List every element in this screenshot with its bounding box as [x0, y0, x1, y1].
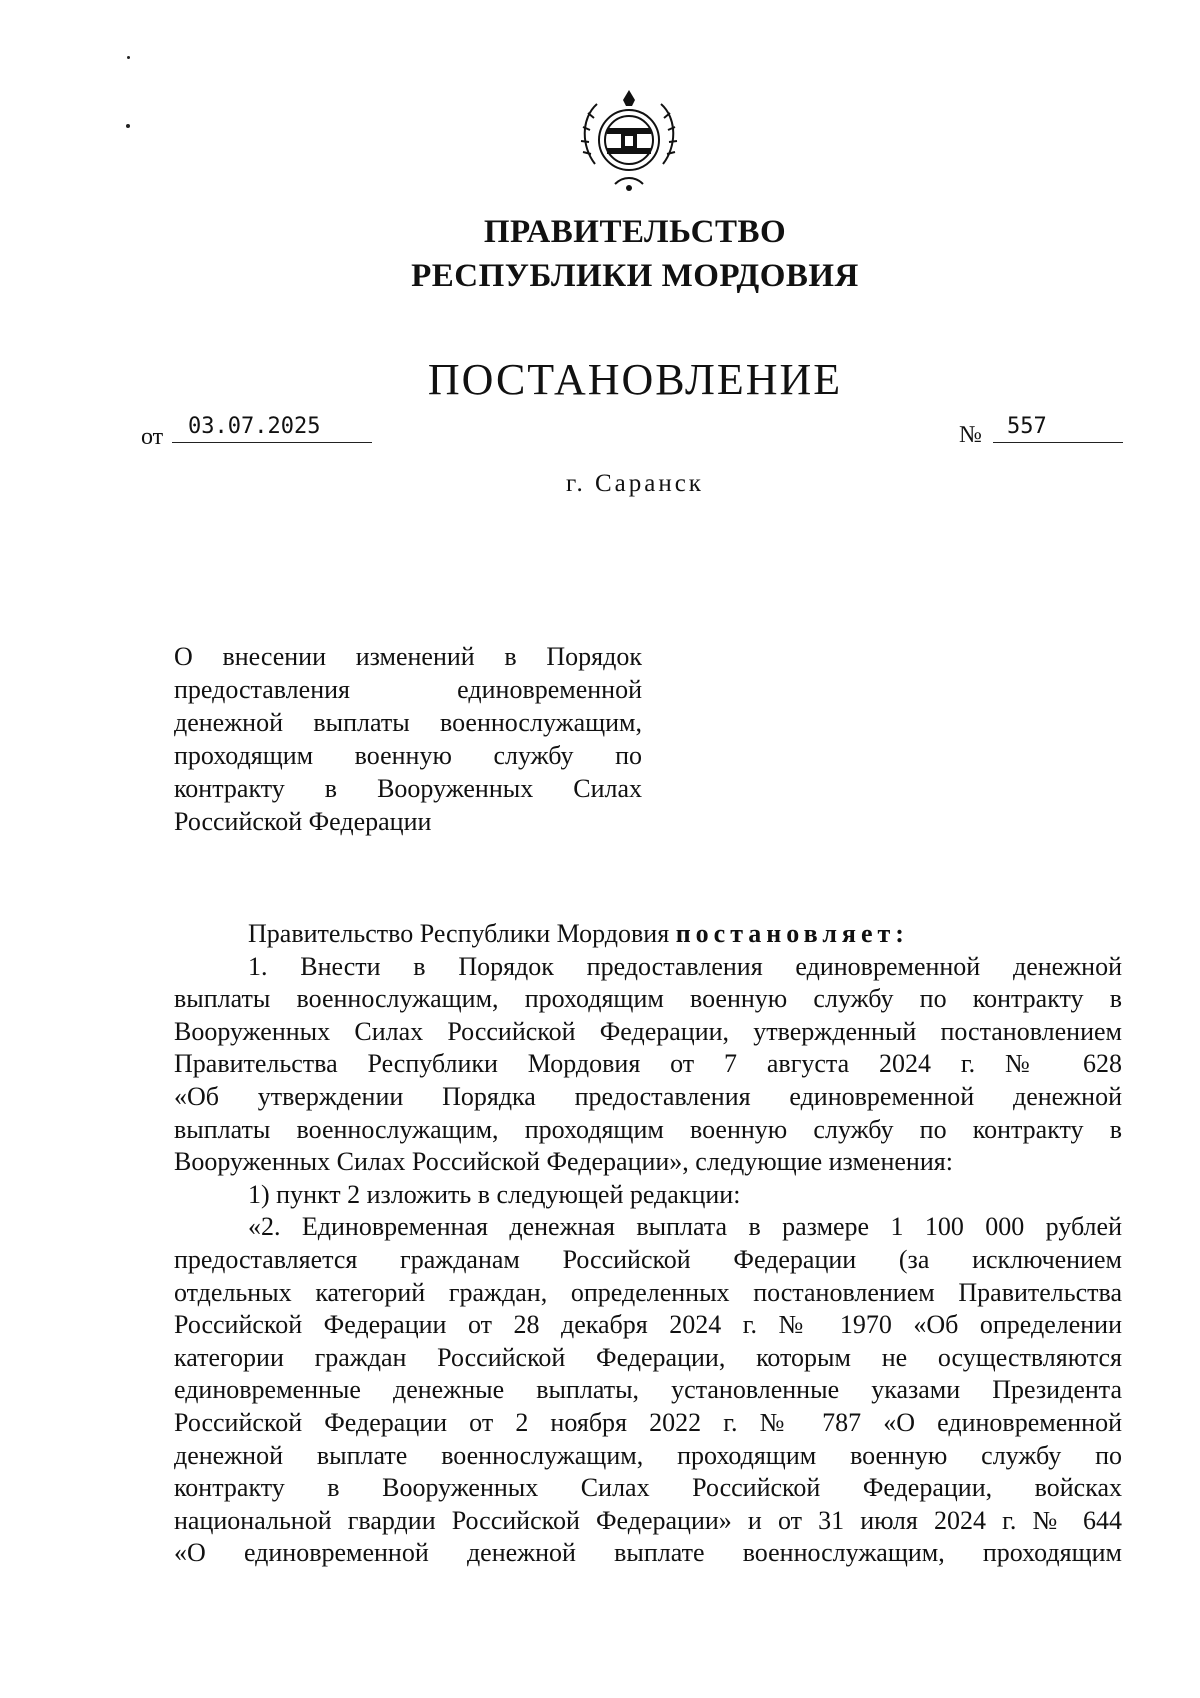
body-line: «О единовременной денежной выплате военнослужащим, проходящим — [174, 1538, 1122, 1568]
title-line: О внесении изменений в Порядок — [174, 642, 642, 671]
document-body — [174, 918, 1122, 1570]
body-line: Правительства Республики Мордовия от 7 августа 2024 г. № 628 — [174, 1049, 1122, 1079]
number-underline — [993, 442, 1123, 443]
body-line: предоставляется гражданам Российской Федерации (за исключением — [174, 1244, 1122, 1274]
body-line: выплаты военнослужащим, проходящим военную службу по контракту в — [174, 984, 1122, 1014]
title-line: контракту в Вооруженных Силах — [174, 774, 642, 803]
body-line: отдельных категорий граждан, определенных постановлением Правительства — [174, 1277, 1122, 1307]
scan-speck — [127, 56, 130, 59]
document-title — [174, 640, 642, 838]
title-line: предоставления единовременной — [174, 675, 642, 704]
coat-of-arms-icon — [577, 84, 681, 192]
date-label: от — [141, 424, 164, 450]
preamble — [174, 918, 1122, 951]
number-label: № — [959, 422, 982, 448]
scan-speck — [126, 124, 130, 128]
body-line: Российской Федерации от 28 декабря 2024 г. № 1970 «Об определении — [174, 1310, 1122, 1340]
body-line: «2. Единовременная денежная выплата в размере 1 100 000 рублей — [248, 1212, 1122, 1242]
body-line: Вооруженных Силах Российской Федерации», следующие изменения: — [174, 1147, 953, 1177]
date-underline — [172, 442, 372, 443]
body-line: 1) пункт 2 изложить в следующей редакции: — [248, 1179, 741, 1209]
preamble-action: постановляет: — [675, 919, 909, 948]
preamble-text: Правительство Республики Мордовия — [248, 919, 670, 948]
org-name-line2: РЕСПУБЛИКИ МОРДОВИЯ — [411, 258, 859, 294]
title-line: Российской Федерации — [174, 807, 432, 836]
body-line: денежной выплате военнослужащим, проходящим военную службу по — [174, 1440, 1122, 1470]
body-line: «Об утверждении Порядка предоставления единовременной денежной — [174, 1081, 1122, 1111]
title-line: проходящим военную службу по — [174, 741, 642, 770]
body-line: выплаты военнослужащим, проходящим военную службу по контракту в — [174, 1114, 1122, 1144]
city: г. Саранск — [566, 470, 704, 497]
document-type: ПОСТАНОВЛЕНИЕ — [427, 355, 843, 404]
body-line: 1. Внести в Порядок предоставления единовременной денежной — [248, 951, 1122, 981]
body-line: категории граждан Российской Федерации, которым не осуществляются — [174, 1342, 1122, 1372]
title-line: денежной выплаты военнослужащим, — [174, 708, 642, 737]
body-line: национальной гвардии Российской Федерации» и от 31 июля 2024 г. № 644 — [174, 1505, 1122, 1535]
org-name-line1: ПРАВИТЕЛЬСТВО — [483, 214, 787, 250]
date-value: 03.07.2025 — [188, 414, 321, 439]
body-line: контракту в Вооруженных Силах Российской Федерации, войсках — [174, 1473, 1122, 1503]
body-line: Российской Федерации от 2 ноября 2022 г. № 787 «О единовременной — [174, 1407, 1122, 1437]
body-line: Вооруженных Силах Российской Федерации, утвержденный постановлением — [174, 1016, 1122, 1046]
body-line: единовременные денежные выплаты, установленные указами Президента — [174, 1375, 1122, 1405]
number-value: 557 — [1007, 414, 1047, 439]
